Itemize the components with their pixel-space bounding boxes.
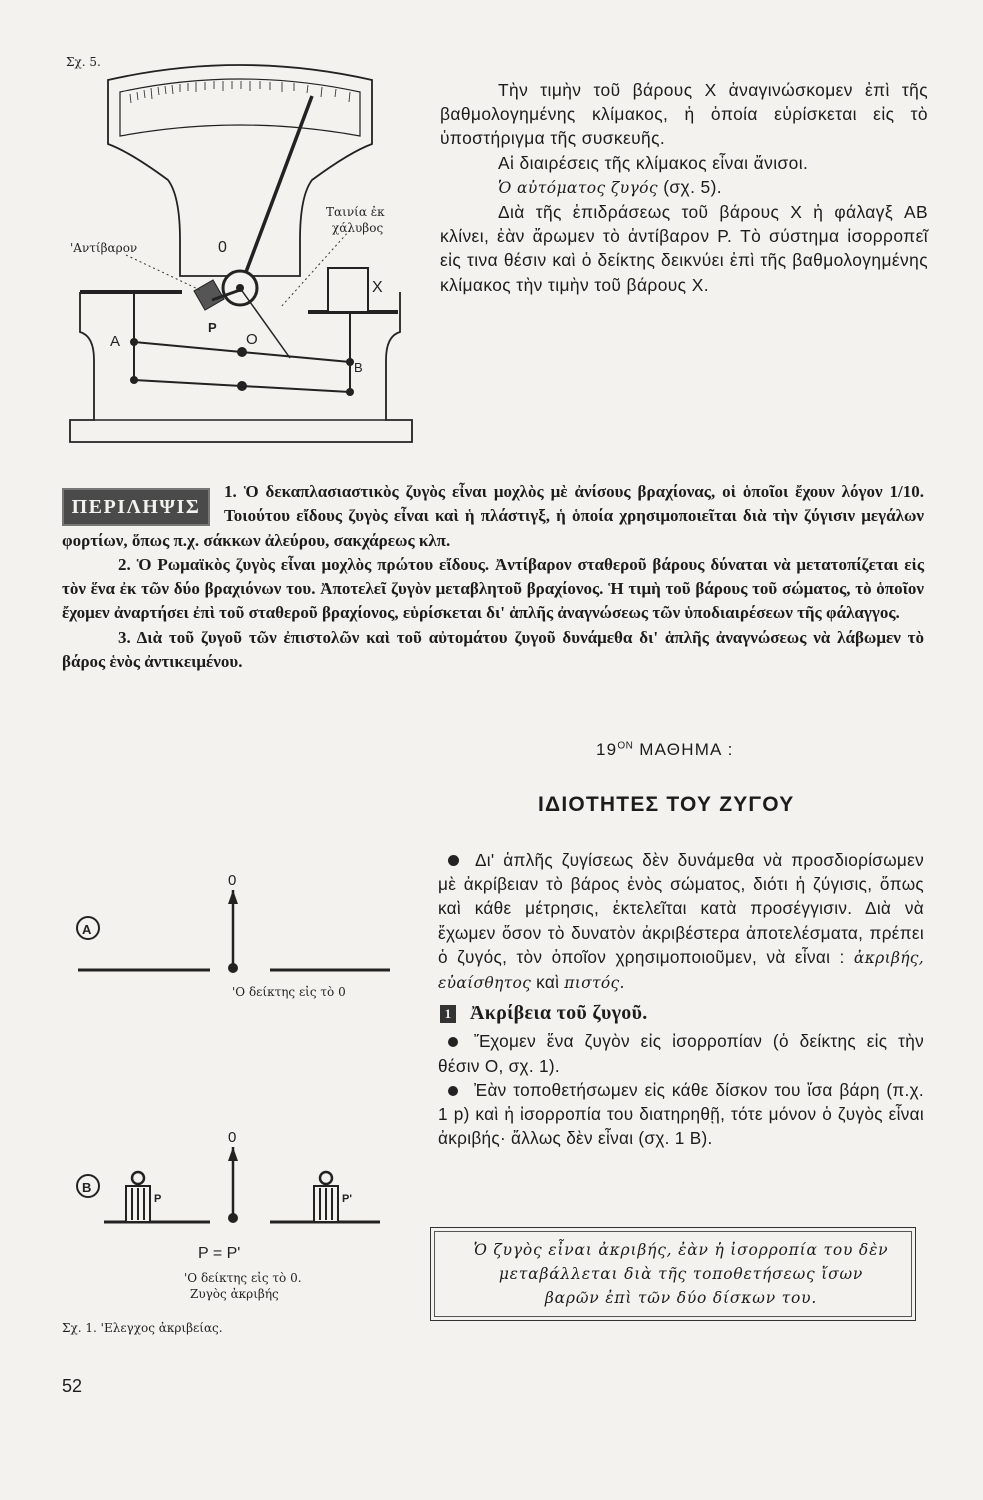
circle-b-label: B [82, 1180, 92, 1195]
counterweight-label: 'Αντίβαρον [70, 241, 138, 255]
tape-label-1: Ταινία ἐκ [326, 205, 385, 219]
dial-housing [108, 65, 372, 276]
zero-a-label: 0 [228, 872, 237, 889]
figure-5-automatic-scale [50, 40, 430, 460]
weight-p-prime-label: P' [342, 1193, 352, 1205]
lesson-body [438, 848, 924, 1150]
bullet-icon [448, 855, 459, 866]
counterweight-p [194, 280, 224, 310]
summary-badge: ΠΕΡΙΛΗΨΙΣ [62, 488, 210, 526]
caption-line-2: Ζυγὸς ἀκριβής [190, 1287, 279, 1301]
figure-5-label: Σχ. 5. [66, 55, 101, 69]
zero-label: 0 [218, 239, 227, 256]
circle-a-label: A [82, 922, 92, 937]
summary-item-1: 1. Ὁ δεκαπλασιαστικὸς ζυγὸς εἶναι μοχλὸς μὲ ἀνίσους βραχίονας, οἱ ὁποῖοι ἔχουν λόγον 1/10. Τοιούτου εἴδους ζυγὸς εἶναι καὶ ἡ πλάστιγξ, ἡ ὁποία χρησιμοποιεῖται διὰ τὴν ζύγισιν μεγάλων φορτίων, ὅπως π.χ. σάκκων ἀλεύρου, σακχάρεως κλπ. [62, 482, 924, 550]
dial-window [120, 79, 360, 136]
figure-1-caption: Σχ. 1. 'Ελεγχος ἀκριβείας. [62, 1321, 223, 1335]
page-number: 52 [62, 1376, 83, 1396]
point-o-label: O [246, 331, 258, 348]
section-1-heading: 1 Ἀκρίβεια τοῦ ζυγοῦ. [440, 1001, 924, 1025]
weight-p [126, 1172, 150, 1222]
weight-p-label: P [154, 1193, 162, 1205]
tape-label-2: χάλυβος [332, 221, 384, 235]
point-b-label: B [354, 360, 363, 375]
point-p-label: P [208, 320, 217, 335]
section-number-icon: 1 [440, 1005, 456, 1023]
zero-b-label: 0 [228, 1129, 237, 1146]
pointer-caption-a: 'Ο δείκτης εἰς τὸ 0 [232, 985, 346, 999]
summary-item-2: 2. Ὁ Ρωμαϊκὸς ζυγὸς εἶναι μοχλὸς πρώτου εἴδους. Ἀντίβαρον σταθεροῦ βάρους δύναται νὰ μετατοπίζεται εἰς τὸν ἕνα ἐκ τῶν δύο βραχιόνων του. Ἀποτελεῖ ζυγὸν μεταβλητοῦ βραχίονος. Ἡ τιμὴ τοῦ βάρους τοῦ σώματος, τὸ ὁποῖον ἔχομεν ἀναρτήσει ἐπὶ τοῦ σταθεροῦ βραχίονος, εὑρίσκεται δι' ἁπλῆς ἀναγνώσεως τῶν ὑποδιαιρέσεων τῆς φάλαγγος. [62, 554, 924, 623]
bullet-icon [448, 1086, 458, 1096]
section-1-bullet-2: Ἐὰν τοποθετήσωμεν εἰς κάθε δίσκον του ἴσα βάρη (π.χ. 1 p) καὶ ἡ ἰσορροπία του διατηρηθῇ, τότε μόνον ὁ ζυγὸς εἶναι ἀκριβής· ἄλλως δὲν εἶναι (σχ. 1 B). [438, 1079, 924, 1149]
automatic-scale-heading: Ὁ αὐτόματος ζυγός (σχ. 5). [498, 176, 723, 197]
weight-p-prime [314, 1172, 338, 1222]
figure-5-description [440, 78, 928, 297]
mechanism-paragraph: Διὰ τῆς ἐπιδράσεως τοῦ βάρους X ἡ φάλαγξ AB κλίνει, ἐὰν ἄρωμεν τὸ ἀντίβαρον P. Τὸ σύστημα ἰσορροπεῖ εἰς τινα θέσιν καὶ ὁ δείκτης δεικνύει ἐπὶ τῆς βαθμολογημένης κλίμακος τὴν τιμὴν τοῦ βάρους X. [440, 202, 928, 295]
point-a-label: A [110, 333, 121, 350]
section-1-bullet-1: Ἔχομεν ἕνα ζυγὸν εἰς ἰσορροπίαν (ὁ δείκτης εἰς τὴν θέσιν Ο, σχ. 1). [438, 1031, 924, 1076]
summary-item-3: 3. Διὰ τοῦ ζυγοῦ τῶν ἐπιστολῶν καὶ τοῦ αὐτομάτου ζυγοῦ δυνάμεθα δι' ἁπλῆς ἀναγνώσεως νὰ λάβωμεν τὸ βάρος ἑνὸς ἀντικειμένου. [62, 627, 924, 672]
lesson-number: $19^{ON}$ ΜΑΘΗΜΑ : [596, 740, 734, 759]
weight-x-box [328, 268, 368, 312]
lesson-title: ΙΔΙΟΤΗΤΕΣ ΤΟΥ ΖΥΓΟΥ [538, 793, 795, 816]
accuracy-rule-text: Ὁ ζυγὸς εἶναι ἀκριβής, ἐὰν ἡ ἰσορροπία του δὲν μεταβάλλεται διὰ τῆς τοποθετήσεως ἴσων βαρῶν ἐπὶ τῶν δύο δίσκων του. [473, 1241, 889, 1307]
reading-paragraph: Τὴν τιμὴν τοῦ βάρους X ἀναγινώσκομεν ἐπὶ τῆς βαθμολογημένης κλίμακος, ἡ ὁποία εὑρίσκεται εἰς τὸ ὑποστήριγμα τῆς συσκευῆς. [440, 80, 928, 149]
caption-line-1: 'Ο δείκτης εἰς τὸ 0. [184, 1271, 302, 1285]
bullet-icon [448, 1037, 458, 1047]
summary-section [62, 480, 924, 674]
accuracy-rule-box [430, 1227, 916, 1321]
divisions-paragraph: Αἱ διαιρέσεις τῆς κλίμακος εἶναι ἄνισοι. [498, 152, 809, 173]
point-x-label: X [372, 279, 383, 296]
equation: P = P' [198, 1245, 241, 1262]
figure-1-accuracy-check [50, 860, 430, 1360]
intro-paragraph: Δι' ἁπλῆς ζυγίσεως δὲν δυνάμεθα νὰ προσδιορίσωμεν μὲ ἀκρίβειαν τὸ βάρος ἑνὸς σώματος, διότι ἡ ζύγισις, ὅπως καὶ κάθε μέτρησις, ἐκτελεῖται κατὰ προσέγγισιν. Διὰ νὰ ἔχωμεν ὅσον τὸ δυνατὸν ἀκριβέστερα ἀποτελέσματα, πρέπει ὁ ζυγός, τὸν ὁποῖον χρησιμοποιοῦμεν, νὰ εἶναι : ἀκριβής, εὐαίσθητος καὶ πιστός. [438, 850, 924, 993]
